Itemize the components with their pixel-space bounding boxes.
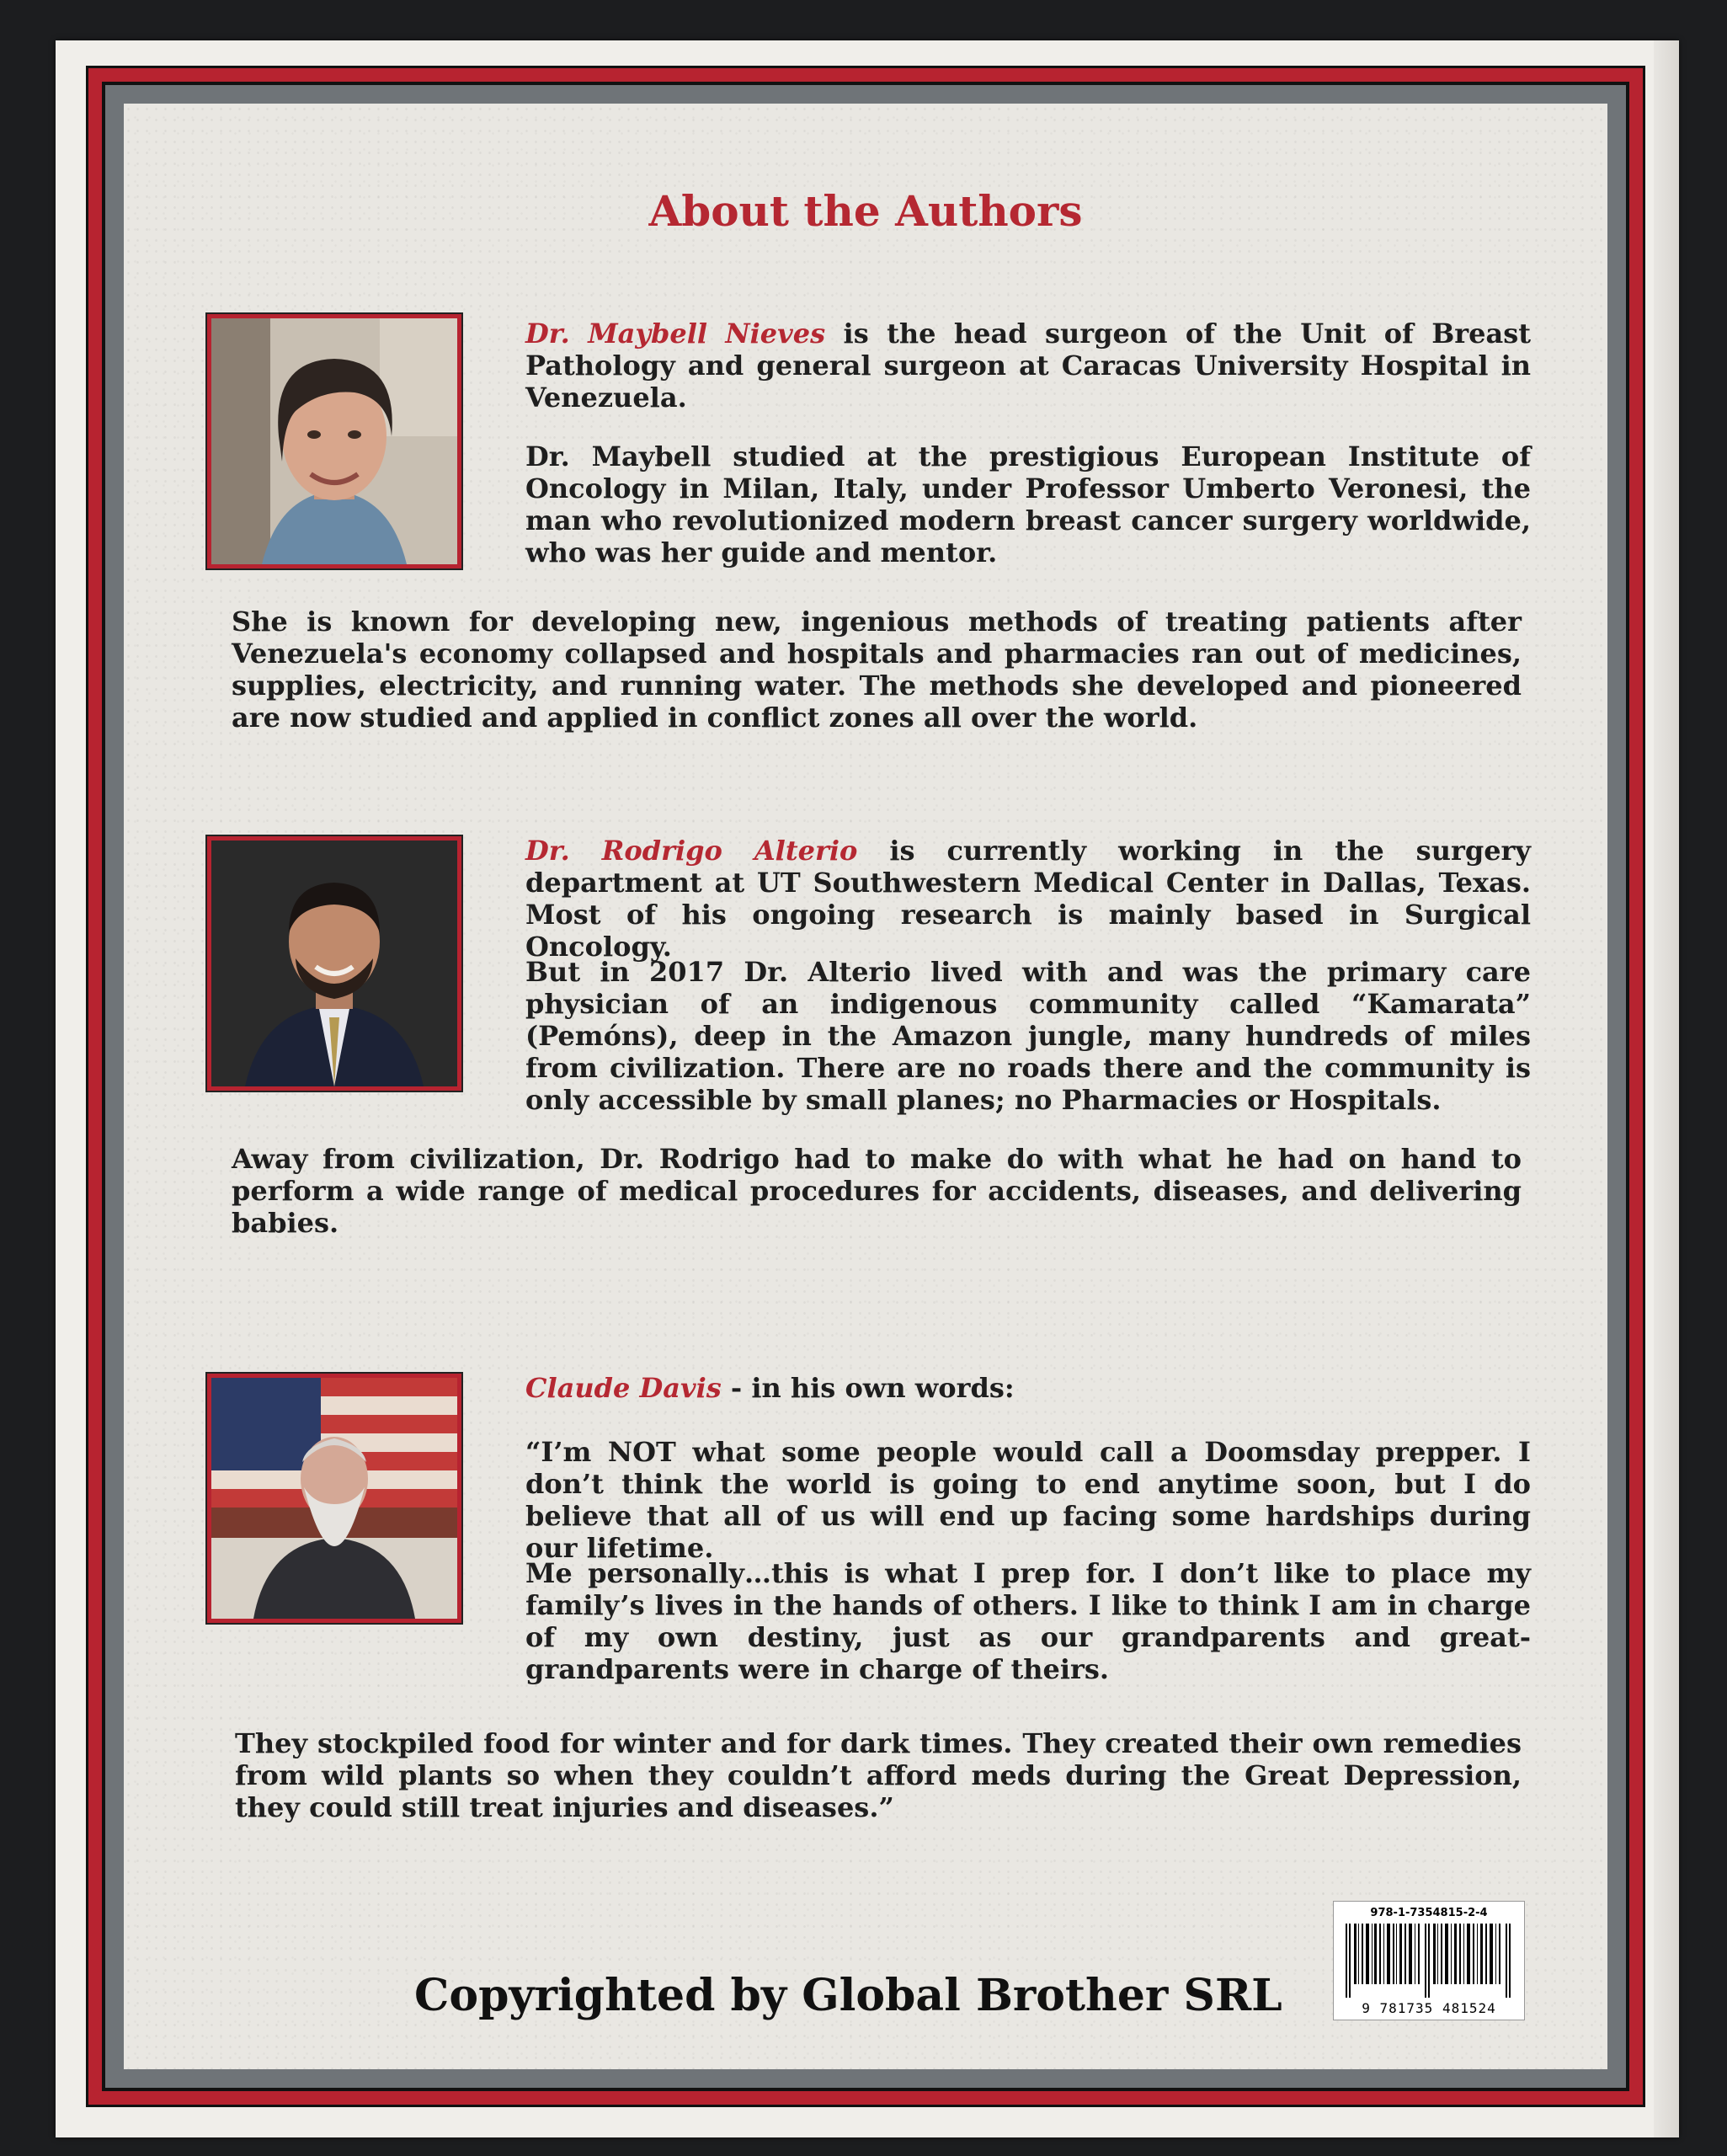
gray-border-frame — [102, 82, 1629, 2091]
page-edge — [1654, 40, 1679, 2137]
author1-intro — [525, 318, 1531, 414]
isbn-barcode-digits: 9 781735 481524 — [1362, 2000, 1496, 2016]
author2-procedures: Away from civilization, Dr. Rodrigo had to make do with what he had on hand to perform a wide range of medical procedures for accidents, diseases, and delivering babies. — [232, 1143, 1522, 1239]
author-name: Dr. Rodrigo Alterio — [525, 835, 858, 867]
red-border-frame — [86, 66, 1645, 2107]
author-photo-rodrigo-alterio — [207, 836, 461, 1091]
author-photo-claude-davis — [207, 1374, 461, 1623]
author1-achievements: She is known for developing new, ingenious methods of treating patients after Venezuela's economy collapsed and hospitals and pharmacies ran out of medicines, supplies, electricity, and running water. The methods she developed and pioneered are now studied and applied in conflict zones all over the world. — [232, 606, 1522, 734]
barcode-icon — [1344, 1924, 1512, 1998]
author-photo-maybell-nieves — [207, 314, 461, 568]
book-back-cover — [56, 40, 1679, 2137]
isbn-barcode — [1333, 1901, 1525, 2020]
author3-quote-1: “I’m NOT what some people would call a Doomsday prepper. I don’t think the world is going to end anytime soon, but I do believe that all of us will end up facing some hardships during our lifetime. — [525, 1436, 1531, 1564]
author-name: Dr. Maybell Nieves — [525, 318, 826, 350]
author1-intro-text: is the head surgeon of the Unit of Breast Pathology and general surgeon at Caracas University Hospital in Venezuela. — [525, 318, 1532, 414]
author1-education: Dr. Maybell studied at the prestigious European Institute of Oncology in Milan, Italy, under Professor Umberto Veronesi, the man who revolutionized modern breast cancer surgery worldwide, who was her guide and mentor. — [525, 440, 1531, 568]
author3-quote-2: Me personally…this is what I prep for. I don’t like to place my family’s lives in the hands of others. I like to think I am in charge of my own destiny, just as our grandparents and great-grandparents were in charge of theirs. — [525, 1557, 1531, 1685]
author-name: Claude Davis — [525, 1372, 722, 1404]
copyright-notice: Copyrighted by Global Brother SRL — [414, 1970, 1282, 2021]
author2-intro — [525, 835, 1531, 963]
author2-amazon: But in 2017 Dr. Alterio lived with and was the primary care physician of an indigenous community called “Kamarata” (Pemóns), deep in the Amazon jungle, many hundreds of miles from civilization. There are no roads there and the community is only accessible by small planes; no Pharmacies or Hospitals. — [525, 956, 1531, 1116]
author3-intro-text: - in his own words: — [721, 1372, 1015, 1404]
author2-intro-text: is currently working in the surgery department at UT Southwestern Medical Center in Dallas, Texas. Most of his ongoing research is mainly based in Surgical Oncology. — [525, 835, 1532, 963]
author3-quote-3: They stockpiled food for winter and for dark times. They created their own remedies from wild plants so when they couldn’t afford meds during the Great Depression, they could still treat injuries and diseases.” — [235, 1727, 1522, 1823]
inner-panel — [124, 104, 1607, 2069]
page-title: About the Authors — [648, 186, 1083, 236]
author3-intro — [525, 1372, 1531, 1404]
isbn-number: 978-1-7354815-2-4 — [1370, 1907, 1488, 1919]
